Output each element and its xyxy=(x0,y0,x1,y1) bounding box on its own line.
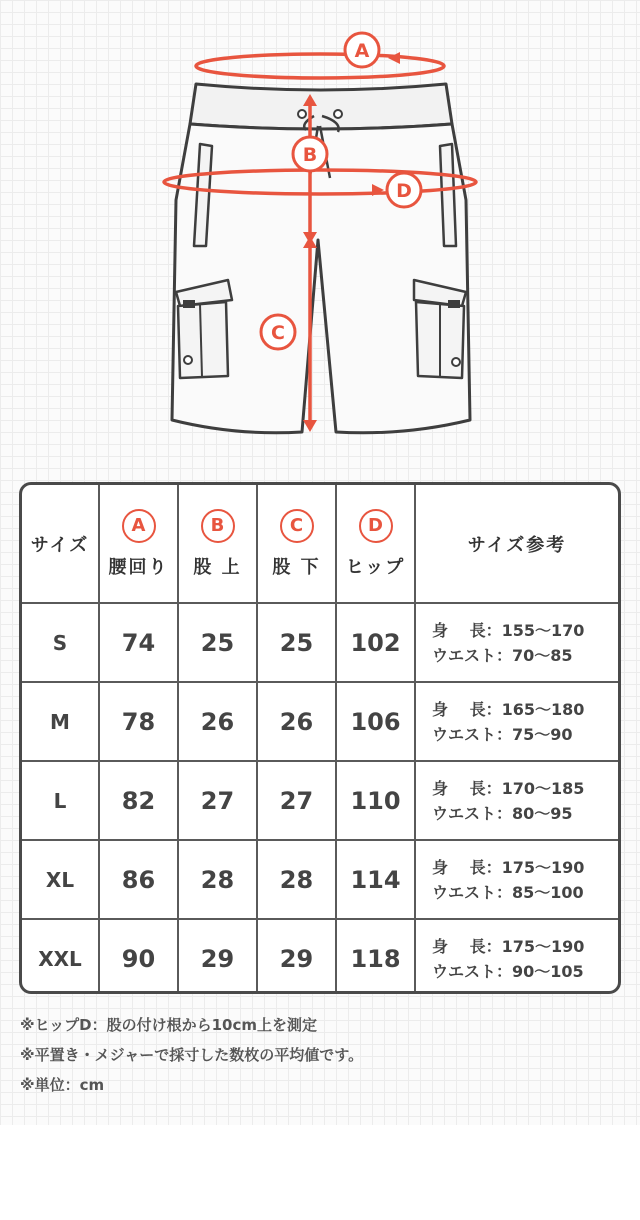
cell-reference: 身 長：165～180 ウエスト：75～90 xyxy=(415,682,618,761)
cell-rise: 28 xyxy=(178,840,257,919)
shorts-measurement-diagram xyxy=(0,0,640,460)
note-hip-measure: ※ヒップD：股の付け根から10cm上を測定 xyxy=(20,1016,317,1034)
header-size: サイズ xyxy=(22,485,99,603)
header-circle-c: C xyxy=(280,509,314,543)
header-row xyxy=(22,485,618,603)
svg-text:C: C xyxy=(271,322,285,344)
table-row xyxy=(22,761,618,840)
cell-waist: 90 xyxy=(99,919,178,994)
cell-hip: 102 xyxy=(336,603,415,682)
cell-hip: 106 xyxy=(336,682,415,761)
cell-inseam: 27 xyxy=(257,761,336,840)
cell-size: L xyxy=(22,761,99,840)
cell-inseam: 28 xyxy=(257,840,336,919)
note-average: ※平置き・メジャーで採寸した数枚の平均値です。 xyxy=(20,1046,364,1064)
cell-reference: 身 長：170～185 ウエスト：80～95 xyxy=(415,761,618,840)
svg-text:D: D xyxy=(396,180,412,202)
cell-hip: 110 xyxy=(336,761,415,840)
header-hip: D ヒップ xyxy=(336,485,415,603)
size-chart-table xyxy=(22,485,618,994)
cell-size: XL xyxy=(22,840,99,919)
table-row xyxy=(22,603,618,682)
size-table xyxy=(19,482,621,994)
cell-waist: 86 xyxy=(99,840,178,919)
cell-rise: 26 xyxy=(178,682,257,761)
notes xyxy=(20,1010,363,1100)
cell-hip: 114 xyxy=(336,840,415,919)
label-d xyxy=(387,173,421,207)
table-row xyxy=(22,919,618,994)
cell-waist: 78 xyxy=(99,682,178,761)
cell-rise: 27 xyxy=(178,761,257,840)
header-rise: B 股 上 xyxy=(178,485,257,603)
cell-reference: 身 長：175～190 ウエスト：85～100 xyxy=(415,840,618,919)
header-inseam: C 股 下 xyxy=(257,485,336,603)
label-a xyxy=(345,33,379,67)
label-b xyxy=(293,137,327,171)
cell-hip: 118 xyxy=(336,919,415,994)
cell-rise: 29 xyxy=(178,919,257,994)
table-row xyxy=(22,682,618,761)
cell-inseam: 25 xyxy=(257,603,336,682)
header-circle-a: A xyxy=(122,509,156,543)
header-size-reference: サイズ参考 xyxy=(415,485,618,603)
cell-inseam: 26 xyxy=(257,682,336,761)
cell-reference: 身 長：155～170 ウエスト：70～85 xyxy=(415,603,618,682)
table-row xyxy=(22,840,618,919)
note-unit: ※単位：cm xyxy=(20,1076,105,1094)
cell-reference: 身 長：175～190 ウエスト：90～105 xyxy=(415,919,618,994)
cell-size: S xyxy=(22,603,99,682)
cell-size: M xyxy=(22,682,99,761)
svg-text:A: A xyxy=(354,40,370,62)
cell-rise: 25 xyxy=(178,603,257,682)
shorts-illustration xyxy=(172,84,470,433)
header-circle-d: D xyxy=(359,509,393,543)
label-c xyxy=(261,315,295,349)
cell-waist: 82 xyxy=(99,761,178,840)
header-waist: A 腰回り xyxy=(99,485,178,603)
cell-size: XXL xyxy=(22,919,99,994)
svg-text:B: B xyxy=(302,144,318,166)
cell-waist: 74 xyxy=(99,603,178,682)
header-circle-b: B xyxy=(201,509,235,543)
measure-a-ellipse xyxy=(196,54,444,78)
cell-inseam: 29 xyxy=(257,919,336,994)
